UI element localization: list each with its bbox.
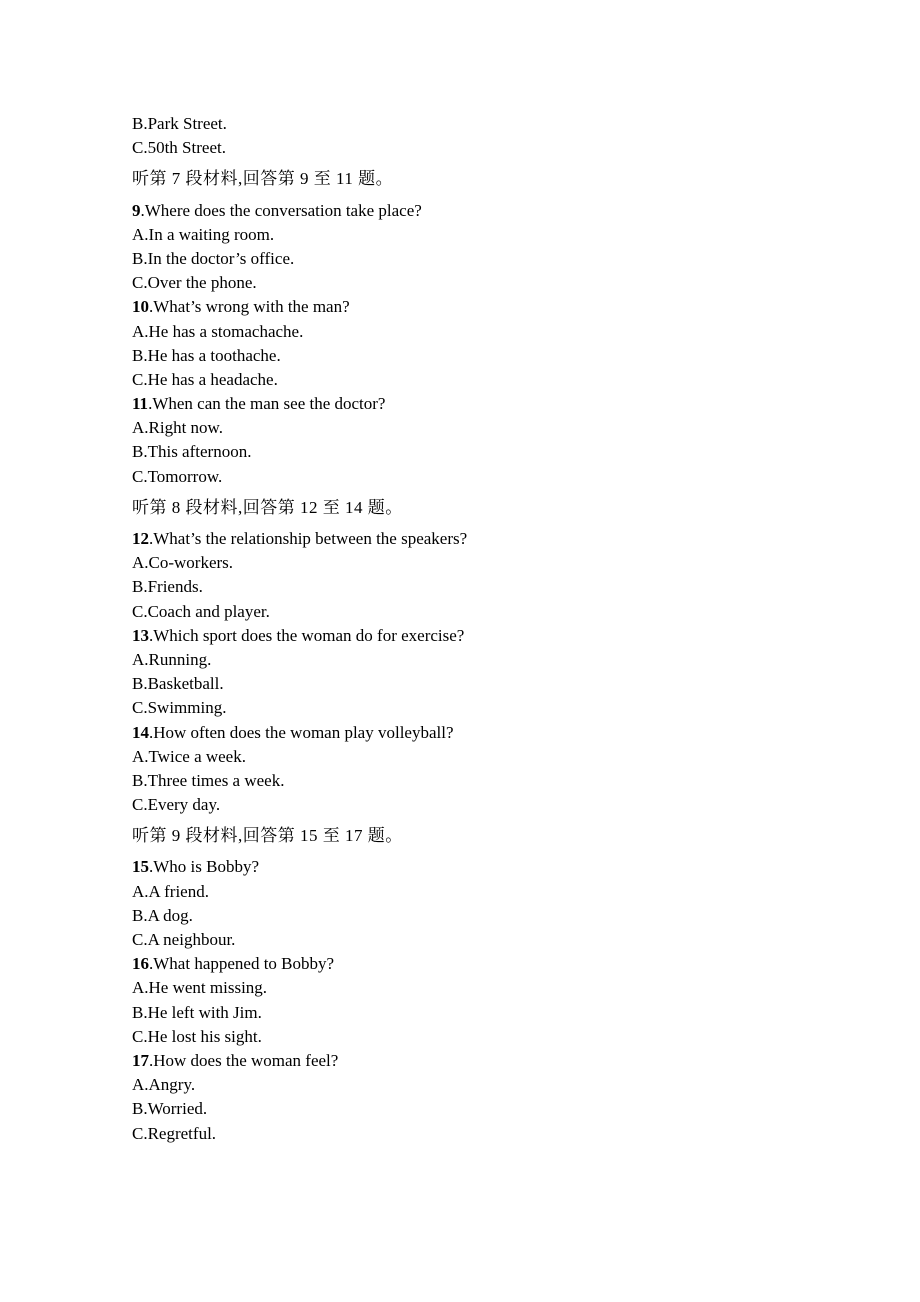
answer-option: C.Every day. xyxy=(132,795,221,815)
question-line xyxy=(132,624,832,648)
question-number: 11 xyxy=(132,394,149,414)
answer-option: A.Right now. xyxy=(132,418,223,438)
answer-option: C.Regretful. xyxy=(132,1123,217,1143)
answer-option: B.A dog. xyxy=(132,905,193,925)
section-instruction: 听第 8 段材料,回答第 12 至 14 题。 xyxy=(132,497,403,517)
answer-option: B.Park Street. xyxy=(132,114,227,133)
answer-option: C.He lost his sight. xyxy=(132,1026,262,1046)
question-number: 13 xyxy=(132,625,149,645)
answer-option: A.He went missing. xyxy=(132,978,268,998)
question-number: 15 xyxy=(132,857,149,877)
answer-option: C.Swimming. xyxy=(132,698,227,718)
answer-option: A.Running. xyxy=(132,649,212,669)
answer-option: B.Basketball. xyxy=(132,674,224,694)
answer-option: C.50th Street. xyxy=(132,138,226,158)
question-line xyxy=(132,1049,832,1073)
answer-option: C.Tomorrow. xyxy=(132,466,223,486)
answer-option: A.Twice a week. xyxy=(132,746,246,766)
answer-option: A.Co-workers. xyxy=(132,553,234,573)
question-line xyxy=(132,527,832,551)
answer-option: B.Worried. xyxy=(132,1099,208,1119)
answer-option: B.This afternoon. xyxy=(132,442,252,462)
section-instruction: 听第 9 段材料,回答第 15 至 17 题。 xyxy=(132,826,403,846)
question-number: 17 xyxy=(132,1050,149,1070)
question-text: .When can the man see the doctor? xyxy=(148,394,386,414)
question-line xyxy=(132,199,832,223)
question-line xyxy=(132,392,832,416)
answer-option: B.He has a toothache. xyxy=(132,345,281,365)
question-line xyxy=(132,855,832,879)
question-text: .Which sport does the woman do for exercise? xyxy=(149,625,465,645)
question-text: .How often does the woman play volleyball? xyxy=(149,722,454,742)
question-number: 16 xyxy=(132,954,149,974)
question-line xyxy=(132,952,832,976)
answer-option: A.Angry. xyxy=(132,1075,196,1095)
question-text: .How does the woman feel? xyxy=(149,1050,339,1070)
question-number: 12 xyxy=(132,529,149,548)
answer-option: C.A neighbour. xyxy=(132,930,236,949)
answer-option: C.He has a headache. xyxy=(132,369,278,389)
question-number: 14 xyxy=(132,722,149,742)
answer-option: A.In a waiting room. xyxy=(132,224,275,244)
question-text: .What’s wrong with the man? xyxy=(149,297,350,317)
question-number: 9 xyxy=(132,200,141,220)
question-text: .Who is Bobby? xyxy=(149,857,260,877)
question-text: .Where does the conversation take place? xyxy=(140,200,422,220)
question-number: 10 xyxy=(132,297,149,317)
answer-option: A.He has a stomachache. xyxy=(132,321,304,341)
question-text: .What happened to Bobby? xyxy=(149,954,335,974)
question-line xyxy=(132,295,832,319)
question-line xyxy=(132,721,832,745)
answer-option: C.Coach and player. xyxy=(132,601,270,621)
answer-option: A.A friend. xyxy=(132,881,209,901)
section-instruction: 听第 7 段材料,回答第 9 至 11 题。 xyxy=(132,169,394,189)
answer-option: B.In the doctor’s office. xyxy=(132,248,295,268)
answer-option: B.Friends. xyxy=(132,577,203,597)
answer-option: B.Three times a week. xyxy=(132,770,285,790)
answer-option: C.Over the phone. xyxy=(132,273,257,293)
question-list xyxy=(132,112,832,1146)
answer-option: B.He left with Jim. xyxy=(132,1002,262,1022)
question-text: .What’s the relationship between the speakers? xyxy=(149,529,468,548)
